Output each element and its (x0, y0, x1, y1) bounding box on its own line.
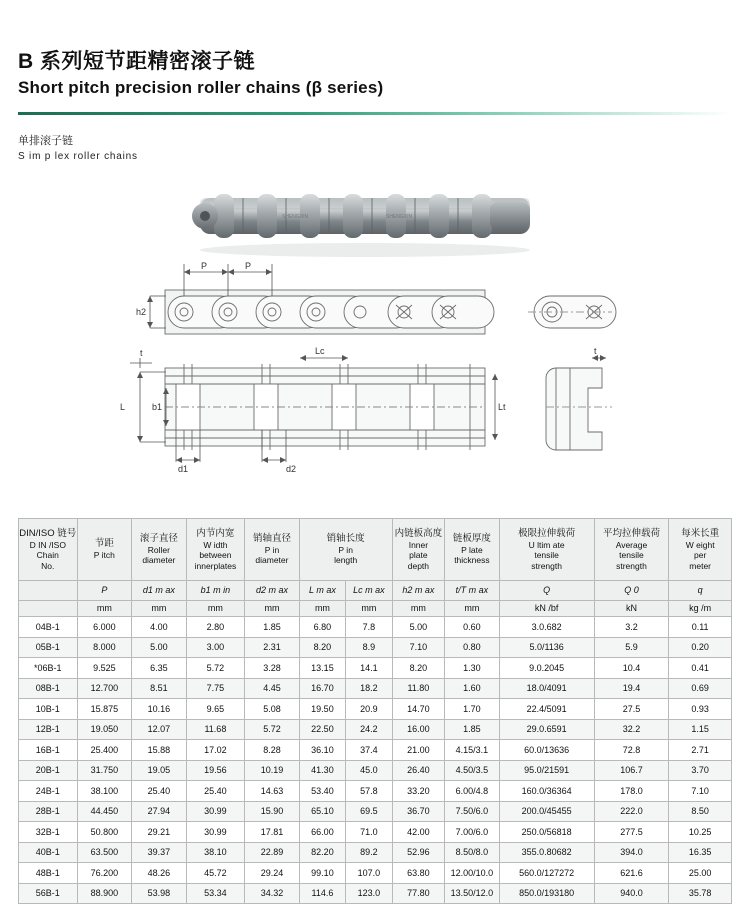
subtitle-cn: 单排滚子链 (18, 135, 73, 147)
col-header-weight-en-1: W eight (685, 539, 715, 550)
col-header-inner-plate-depth-cn: 内链板高度 (394, 527, 443, 539)
col-header-ultimate-tensile (499, 519, 594, 581)
table-cell: 178.0 (594, 781, 669, 802)
table-row (19, 781, 732, 802)
col-header-pin-length-en-1: P in (338, 544, 353, 555)
table-cell: 17.02 (186, 740, 245, 761)
table-cell: 355.0.80682 (499, 842, 594, 863)
col-header-pin-length-en-2: length (334, 555, 358, 566)
table-cell: 940.0 (594, 883, 669, 904)
col-header-inner-plate-depth-en-2: plate (409, 550, 428, 561)
table-cell: 8.20 (392, 658, 445, 679)
table-row (19, 740, 732, 761)
table-cell: 19.05 (132, 760, 187, 781)
cell-chain-no: 16B-1 (19, 740, 78, 761)
svg-text:SHENGXIN: SHENGXIN (386, 214, 413, 220)
table-cell: 394.0 (594, 842, 669, 863)
table-cell: 44.450 (77, 801, 132, 822)
table-cell: 5.00 (392, 617, 445, 638)
table-cell: 29.21 (132, 822, 187, 843)
table-cell: 5.72 (245, 719, 300, 740)
sym-pitch: P (77, 581, 132, 601)
cell-chain-no: 05B-1 (19, 637, 78, 658)
table-cell: 14.63 (245, 781, 300, 802)
table-cell: 9.65 (186, 699, 245, 720)
table-cell: 20.9 (346, 699, 392, 720)
table-cell: 11.80 (392, 678, 445, 699)
col-header-inner-plate-depth-en-3: depth (407, 560, 430, 571)
table-cell: 0.93 (669, 699, 732, 720)
col-header-weight-en-3: meter (689, 560, 712, 571)
table-cell: 76.200 (77, 863, 132, 884)
table-cell: 34.32 (245, 883, 300, 904)
table-cell: 1.85 (245, 617, 300, 638)
table-cell: 57.8 (346, 781, 392, 802)
table-cell: 25.40 (186, 781, 245, 802)
sym-weight: q (669, 581, 732, 601)
chain-diagram-svg (0, 168, 750, 488)
page-title-en: Short pitch precision roller chains (β series) (18, 78, 384, 98)
table-cell: 25.40 (132, 781, 187, 802)
table-cell: 3.00 (186, 637, 245, 658)
table-cell: 3.0.682 (499, 617, 594, 638)
table-row (19, 760, 732, 781)
table-cell: 3.70 (669, 760, 732, 781)
table-cell: 16.70 (299, 678, 345, 699)
table-cell: 0.80 (445, 637, 500, 658)
col-header-pin-diameter-en-2: diameter (255, 555, 289, 566)
table-cell: 8.28 (245, 740, 300, 761)
table-cell: 560.0/127272 (499, 863, 594, 884)
table-cell: 36.70 (392, 801, 445, 822)
table-cell: 19.4 (594, 678, 669, 699)
table-cell: 160.0/36364 (499, 781, 594, 802)
col-header-inner-plate-depth (392, 519, 445, 581)
table-cell: 222.0 (594, 801, 669, 822)
col-header-average-tensile-cn: 平均拉伸载荷 (602, 527, 660, 539)
table-cell: 200.0/45455 (499, 801, 594, 822)
table-cell: 3.2 (594, 617, 669, 638)
table-cell: 19.56 (186, 760, 245, 781)
table-cell: 7.50/6.0 (445, 801, 500, 822)
table-cell: 11.68 (186, 719, 245, 740)
label-d1: d1 (178, 464, 189, 474)
table-cell: 89.2 (346, 842, 392, 863)
table-row (19, 842, 732, 863)
cell-chain-no: 20B-1 (19, 760, 78, 781)
table-row (19, 883, 732, 904)
sym-plate-thickness: t/T m ax (445, 581, 500, 601)
table-cell: 53.40 (299, 781, 345, 802)
col-header-chain-no-en-2: Chain (36, 550, 59, 561)
table-cell: 53.98 (132, 883, 187, 904)
table-cell: 4.50/3.5 (445, 760, 500, 781)
table-row (19, 822, 732, 843)
col-header-ultimate-tensile-en-3: strength (531, 560, 562, 571)
label-lt: Lt (498, 402, 506, 412)
col-header-inner-width (186, 519, 245, 581)
specification-table (18, 518, 732, 904)
table-cell: 29.0.6591 (499, 719, 594, 740)
table-cell: 0.69 (669, 678, 732, 699)
table-cell: 4.15/3.1 (445, 740, 500, 761)
label-p-2: P (245, 261, 252, 271)
table-cell: 95.0/21591 (499, 760, 594, 781)
table-cell: 10.16 (132, 699, 187, 720)
table-cell: 1.30 (445, 658, 500, 679)
table-cell: 0.20 (669, 637, 732, 658)
table-cell: 2.71 (669, 740, 732, 761)
col-header-inner-plate-depth-en-1: Inner (408, 539, 429, 550)
chain-plan-view (147, 264, 494, 334)
table-row (19, 678, 732, 699)
unit-weight: kg /m (669, 601, 732, 617)
sym-chain-no (19, 581, 78, 601)
col-header-weight (669, 519, 732, 581)
col-header-ultimate-tensile-en-1: U ltim ate (528, 539, 565, 550)
table-cell: 63.500 (77, 842, 132, 863)
table-cell: 38.100 (77, 781, 132, 802)
table-cell: 6.80 (299, 617, 345, 638)
table-cell: 10.4 (594, 658, 669, 679)
cell-chain-no: 48B-1 (19, 863, 78, 884)
col-header-roller-diameter-cn: 滚子直径 (139, 532, 178, 544)
table-cell: 1.85 (445, 719, 500, 740)
label-t-right: t (594, 346, 597, 356)
label-p-1: P (201, 261, 208, 271)
table-cell: 621.6 (594, 863, 669, 884)
col-header-plate-thickness-en-1: P late (461, 544, 483, 555)
table-cell: 27.5 (594, 699, 669, 720)
table-row (19, 699, 732, 720)
table-cell: 7.10 (669, 781, 732, 802)
table-cell: 0.60 (445, 617, 500, 638)
cell-chain-no: 04B-1 (19, 617, 78, 638)
table-cell: 66.00 (299, 822, 345, 843)
label-h2: h2 (136, 307, 147, 317)
cell-chain-no: 40B-1 (19, 842, 78, 863)
col-header-pin-diameter (245, 519, 300, 581)
col-header-roller-diameter-en-2: diameter (142, 555, 176, 566)
table-header (19, 519, 732, 617)
table-cell: 12.07 (132, 719, 187, 740)
sym-inner-plate-depth: h2 m ax (392, 581, 445, 601)
col-header-plate-thickness-cn: 链板厚度 (452, 532, 491, 544)
table-cell: 60.0/13636 (499, 740, 594, 761)
table-row (19, 658, 732, 679)
table-cell: 17.81 (245, 822, 300, 843)
col-header-pin-length-cn: 销轴长度 (326, 532, 365, 544)
cell-chain-no: 12B-1 (19, 719, 78, 740)
table-cell: 8.20 (299, 637, 345, 658)
table-row (19, 863, 732, 884)
unit-pin-length-l: mm (299, 601, 345, 617)
table-cell: 7.10 (392, 637, 445, 658)
table-cell: 12.00/10.0 (445, 863, 500, 884)
table-cell: 8.9 (346, 637, 392, 658)
table-cell: 32.2 (594, 719, 669, 740)
table-row (19, 617, 732, 638)
col-header-average-tensile (594, 519, 669, 581)
table-cell: 22.4/5091 (499, 699, 594, 720)
table-cell: 24.2 (346, 719, 392, 740)
col-header-inner-width-cn: 内节内宽 (196, 527, 235, 539)
col-header-pin-diameter-en-1: P in (264, 544, 280, 555)
table-cell: 72.8 (594, 740, 669, 761)
table-cell: 53.34 (186, 883, 245, 904)
table-cell: 36.10 (299, 740, 345, 761)
cell-chain-no: *06B-1 (19, 658, 78, 679)
table-cell: 99.10 (299, 863, 345, 884)
col-header-chain-no (19, 519, 78, 581)
table-cell: 22.89 (245, 842, 300, 863)
table-cell: 9.525 (77, 658, 132, 679)
unit-pin-length-lc: mm (346, 601, 392, 617)
table-cell: 77.80 (392, 883, 445, 904)
unit-inner-width: mm (186, 601, 245, 617)
table-cell: 5.9 (594, 637, 669, 658)
sym-pin-length-l: L m ax (299, 581, 345, 601)
table-cell: 21.00 (392, 740, 445, 761)
table-cell: 5.08 (245, 699, 300, 720)
table-cell: 42.00 (392, 822, 445, 843)
table-cell: 50.800 (77, 822, 132, 843)
sym-pin-length-lc: Lc m ax (346, 581, 392, 601)
table-cell: 10.25 (669, 822, 732, 843)
table-cell: 1.70 (445, 699, 500, 720)
cell-chain-no: 28B-1 (19, 801, 78, 822)
table-cell: 107.0 (346, 863, 392, 884)
unit-inner-plate-depth: mm (392, 601, 445, 617)
table-cell: 250.0/56818 (499, 822, 594, 843)
unit-average-tensile: kN (594, 601, 669, 617)
cell-chain-no: 32B-1 (19, 822, 78, 843)
col-header-average-tensile-en-3: strength (616, 560, 647, 571)
table-cell: 0.41 (669, 658, 732, 679)
table-row (19, 801, 732, 822)
table-cell: 18.0/4091 (499, 678, 594, 699)
table-cell: 277.5 (594, 822, 669, 843)
table-cell: 1.60 (445, 678, 500, 699)
table-cell: 63.80 (392, 863, 445, 884)
table-cell: 6.000 (77, 617, 132, 638)
page-header (18, 48, 732, 98)
table-cell: 5.0/1136 (499, 637, 594, 658)
table-row (19, 637, 732, 658)
table-cell: 2.80 (186, 617, 245, 638)
label-l: L (120, 402, 126, 412)
sym-pin-diameter: d2 m ax (245, 581, 300, 601)
table-cell: 7.00/6.0 (445, 822, 500, 843)
sym-inner-width: b1 m in (186, 581, 245, 601)
table-cell: 65.10 (299, 801, 345, 822)
cell-chain-no: 24B-1 (19, 781, 78, 802)
unit-roller-diameter: mm (132, 601, 187, 617)
unit-pitch: mm (77, 601, 132, 617)
col-header-pitch-en: P itch (93, 550, 115, 561)
unit-plate-thickness: mm (445, 601, 500, 617)
table-cell: 13.15 (299, 658, 345, 679)
table-body (19, 617, 732, 904)
cell-chain-no: 56B-1 (19, 883, 78, 904)
table-cell: 48.26 (132, 863, 187, 884)
table-cell: 13.50/12.0 (445, 883, 500, 904)
table-cell: 6.00/4.8 (445, 781, 500, 802)
chain-section-view (130, 355, 498, 463)
table-cell: 39.37 (132, 842, 187, 863)
col-header-weight-en-2: per (694, 550, 707, 561)
table-cell: 15.90 (245, 801, 300, 822)
table-cell: 29.24 (245, 863, 300, 884)
col-header-pin-diameter-cn: 销轴直径 (252, 532, 291, 544)
table-cell: 31.750 (77, 760, 132, 781)
col-header-chain-no-en-1: D IN /ISO (29, 539, 66, 550)
col-header-pitch-cn: 节距 (94, 538, 114, 550)
table-cell: 27.94 (132, 801, 187, 822)
svg-text:SHENGXIN: SHENGXIN (282, 214, 309, 220)
table-cell: 1.15 (669, 719, 732, 740)
table-cell: 45.0 (346, 760, 392, 781)
col-header-chain-no-cn: DIN/ISO 链号 (19, 527, 77, 539)
table-cell: 41.30 (299, 760, 345, 781)
table-cell: 4.45 (245, 678, 300, 699)
label-d2: d2 (286, 464, 297, 474)
table-cell: 2.31 (245, 637, 300, 658)
table-cell: 71.0 (346, 822, 392, 843)
col-header-weight-cn: 每米长重 (681, 527, 720, 539)
table-cell: 35.78 (669, 883, 732, 904)
header-divider (18, 112, 732, 115)
table-cell: 7.75 (186, 678, 245, 699)
col-header-plate-thickness (445, 519, 500, 581)
table-cell: 8.50 (669, 801, 732, 822)
col-header-roller-diameter (132, 519, 187, 581)
col-header-inner-width-en-3: innerplates (194, 560, 237, 571)
table-cell: 25.00 (669, 863, 732, 884)
table-cell: 7.8 (346, 617, 392, 638)
col-header-chain-no-en-3: No. (41, 560, 55, 571)
table-cell: 5.00 (132, 637, 187, 658)
table-cell: 30.99 (186, 822, 245, 843)
table-cell: 5.72 (186, 658, 245, 679)
col-header-plate-thickness-en-2: thickness (454, 555, 490, 566)
table-cell: 14.1 (346, 658, 392, 679)
col-header-inner-width-en-2: between (199, 550, 232, 561)
col-header-pin-length (299, 519, 392, 581)
col-header-ultimate-tensile-en-2: tensile (534, 550, 559, 561)
table-cell: 15.875 (77, 699, 132, 720)
table-cell: 114.6 (299, 883, 345, 904)
table-cell: 26.40 (392, 760, 445, 781)
col-header-inner-width-en-1: W idth (203, 539, 228, 550)
col-header-ultimate-tensile-cn: 极限拉伸载荷 (518, 527, 576, 539)
table-cell: 15.88 (132, 740, 187, 761)
table-cell: 38.10 (186, 842, 245, 863)
col-header-pitch (77, 519, 132, 581)
label-t-left: t (140, 348, 143, 358)
sym-roller-diameter: d1 m ax (132, 581, 187, 601)
table-cell: 22.50 (299, 719, 345, 740)
table-cell: 52.96 (392, 842, 445, 863)
connecting-link-views (528, 296, 616, 450)
table-cell: 3.28 (245, 658, 300, 679)
table-cell: 123.0 (346, 883, 392, 904)
table-cell: 10.19 (245, 760, 300, 781)
unit-chain-no (19, 601, 78, 617)
table-cell: 69.5 (346, 801, 392, 822)
table-cell: 25.400 (77, 740, 132, 761)
table-cell: 18.2 (346, 678, 392, 699)
table-cell: 9.0.2045 (499, 658, 594, 679)
unit-ultimate-tensile: kN /bf (499, 601, 594, 617)
cell-chain-no: 10B-1 (19, 699, 78, 720)
chain-photo (192, 194, 530, 257)
table-cell: 19.050 (77, 719, 132, 740)
table-cell: 8.000 (77, 637, 132, 658)
table-cell: 33.20 (392, 781, 445, 802)
table-cell: 8.51 (132, 678, 187, 699)
table-cell: 45.72 (186, 863, 245, 884)
table-cell: 88.900 (77, 883, 132, 904)
subtitle-en: S im p lex roller chains (18, 151, 138, 162)
table-cell: 19.50 (299, 699, 345, 720)
label-b1: b1 (152, 402, 163, 412)
col-header-average-tensile-en-1: Average (615, 539, 648, 550)
table-cell: 16.00 (392, 719, 445, 740)
sym-average-tensile: Q 0 (594, 581, 669, 601)
page-title-cn: B 系列短节距精密滚子链 (18, 50, 255, 73)
table-row (19, 719, 732, 740)
table-cell: 850.0/193180 (499, 883, 594, 904)
table-cell: 16.35 (669, 842, 732, 863)
table-cell: 14.70 (392, 699, 445, 720)
table-cell: 4.00 (132, 617, 187, 638)
table-cell: 106.7 (594, 760, 669, 781)
table-cell: 6.35 (132, 658, 187, 679)
label-lc: Lc (315, 346, 325, 356)
table-cell: 30.99 (186, 801, 245, 822)
table-cell: 12.700 (77, 678, 132, 699)
col-header-roller-diameter-en-1: Roller (147, 544, 170, 555)
unit-pin-diameter: mm (245, 601, 300, 617)
cell-chain-no: 08B-1 (19, 678, 78, 699)
sym-ultimate-tensile: Q (499, 581, 594, 601)
table-cell: 37.4 (346, 740, 392, 761)
section-subtitle (18, 132, 138, 162)
chain-figures (0, 168, 750, 488)
table-cell: 8.50/8.0 (445, 842, 500, 863)
table-cell: 82.20 (299, 842, 345, 863)
table-cell: 0.11 (669, 617, 732, 638)
col-header-average-tensile-en-2: tensile (619, 550, 644, 561)
